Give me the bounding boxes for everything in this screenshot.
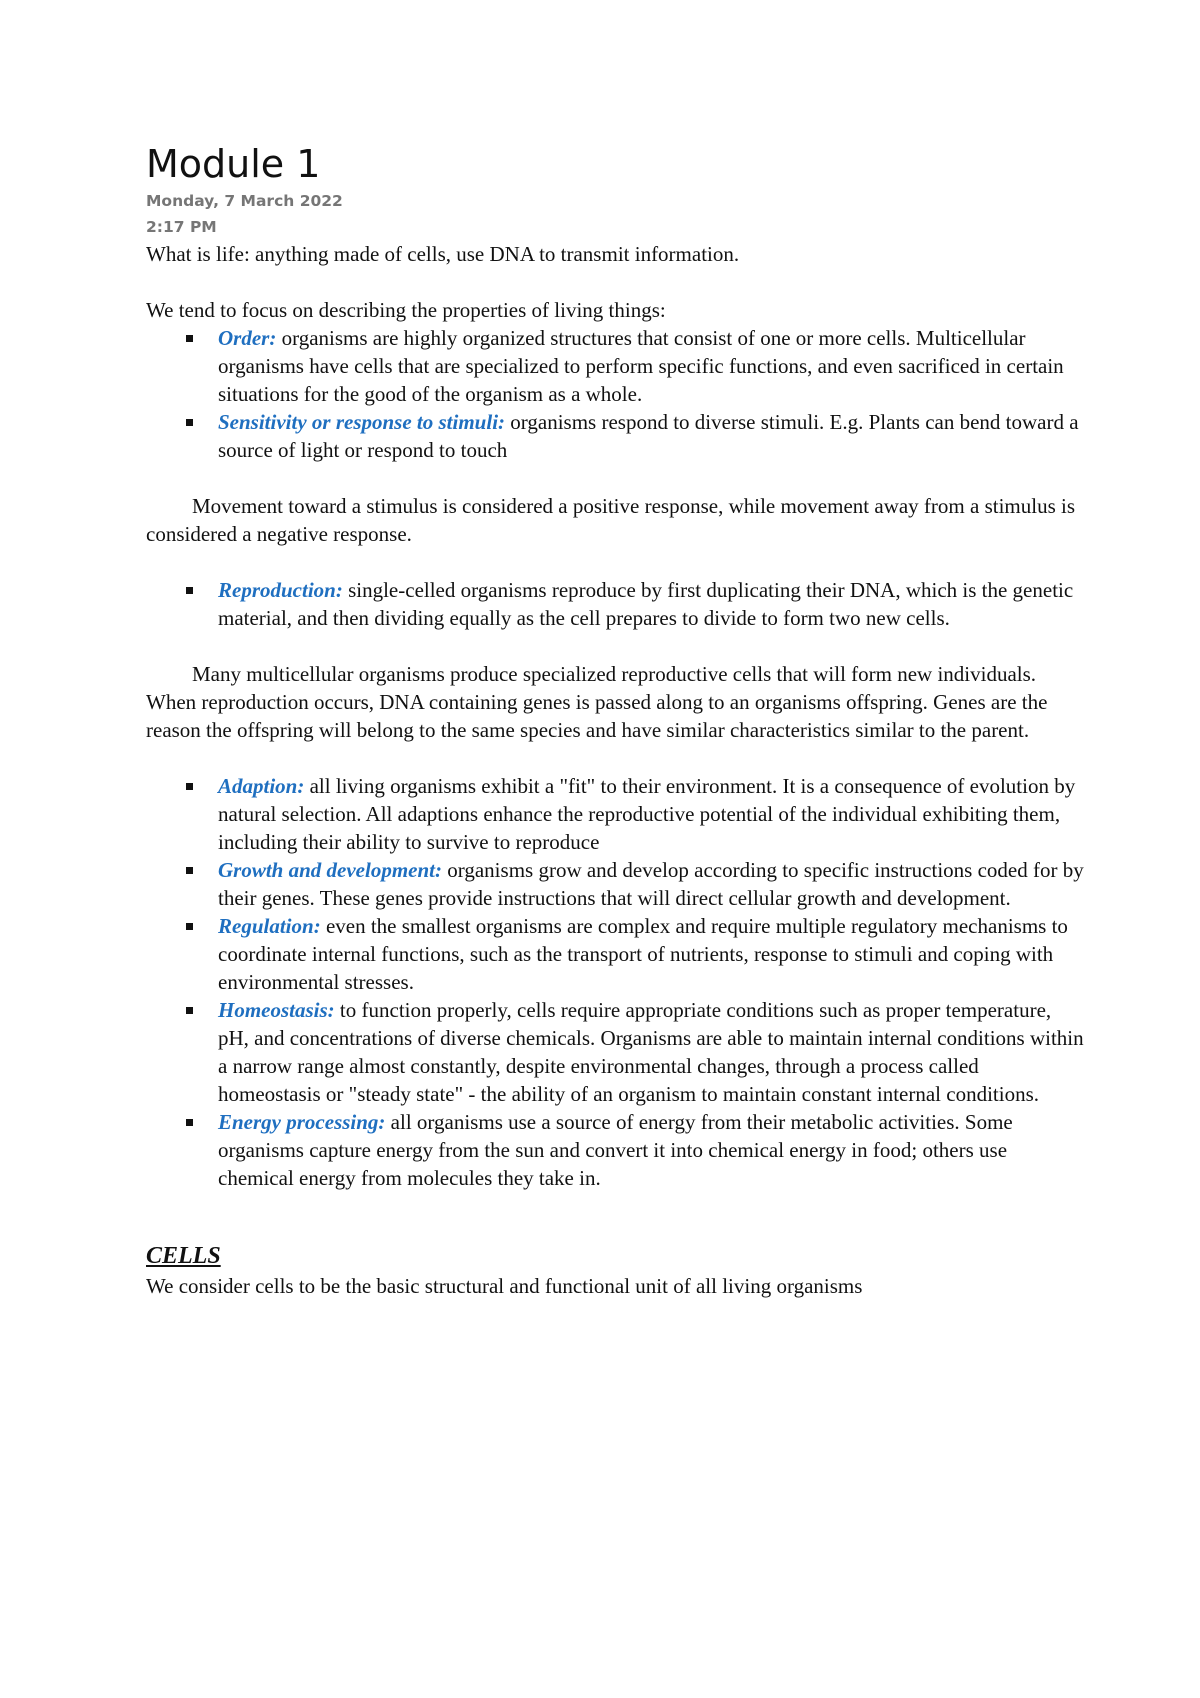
term-label: Order: (218, 326, 277, 350)
square-bullet-icon (186, 1119, 193, 1126)
list-item-reproduction (218, 576, 1086, 632)
list-item-adaption (218, 772, 1086, 856)
square-bullet-icon (186, 923, 193, 930)
square-bullet-icon (186, 1007, 193, 1014)
note-page (146, 140, 1086, 1300)
cells-heading: CELLS (146, 1243, 221, 1269)
term-label: Adaption: (218, 774, 305, 798)
movement-paragraph: Movement toward a stimulus is considered a positive response, while movement away from a stimulus is considered a negative response. (146, 494, 1076, 546)
note-time: 2:17 PM (146, 218, 217, 236)
term-label: Reproduction: (218, 578, 343, 602)
term-label: Growth and development: (218, 858, 442, 882)
term-description: all organisms use a source of energy from their metabolic activities. Some organisms capture energy from the sun and convert it into chemical energy in food; others use chemical energy from molecules they take in. (218, 1110, 1013, 1190)
term-description: to function properly, cells require appropriate conditions such as proper temperature, pH, and concentrations of diverse chemicals. Organisms are able to maintain internal conditions within a narrow range almost constantly, despite environmental changes, through a process called homeostasis or "steady state" - the ability of an organism to maintain constant internal conditions. (218, 998, 1084, 1106)
properties-list-1 (146, 324, 1086, 464)
term-label: Regulation: (218, 914, 321, 938)
term-label: Energy processing: (218, 1110, 386, 1134)
term-description: even the smallest organisms are complex and require multiple regulatory mechanisms to coordinate internal functions, such as the transport of nutrients, response to stimuli and coping with environmental stresses. (218, 914, 1068, 994)
list-item-regulation (218, 912, 1086, 996)
list-item-sensitivity (218, 408, 1086, 464)
properties-intro: We tend to focus on describing the properties of living things: (146, 298, 666, 322)
list-item-energy (218, 1108, 1086, 1192)
square-bullet-icon (186, 335, 193, 342)
intro-text: What is life: anything made of cells, use DNA to transmit information. (146, 242, 740, 266)
term-description: organisms respond to diverse stimuli. E.g. Plants can bend toward a source of light or respond to touch (218, 410, 1079, 462)
reproduction-paragraph: Many multicellular organisms produce specialized reproductive cells that will form new individuals. When reproduction occurs, DNA containing genes is passed along to an organisms offspring. Genes are the reason the offspring will belong to the same species and have similar characteristics similar to the parent. (146, 662, 1048, 742)
properties-list-3 (146, 772, 1086, 1192)
term-description: single-celled organisms reproduce by first duplicating their DNA, which is the genetic material, and then dividing equally as the cell prepares to divide to form two new cells. (218, 578, 1074, 630)
properties-list-2 (146, 576, 1086, 632)
note-date: Monday, 7 March 2022 (146, 192, 343, 210)
page-title: Module 1 (146, 142, 321, 186)
term-description: all living organisms exhibit a "fit" to their environment. It is a consequence of evolution by natural selection. All adaptions enhance the reproductive potential of the individual exhibiting them, including their ability to survive to reproduce (218, 774, 1076, 854)
list-item-order (218, 324, 1086, 408)
list-item-growth (218, 856, 1086, 912)
square-bullet-icon (186, 867, 193, 874)
term-label: Homeostasis: (218, 998, 335, 1022)
cells-text: We consider cells to be the basic structural and functional unit of all living organisms (146, 1274, 863, 1298)
square-bullet-icon (186, 419, 193, 426)
term-label: Sensitivity or response to stimuli: (218, 410, 506, 434)
term-description: organisms grow and develop according to specific instructions coded for by their genes. These genes provide instructions that will direct cellular growth and development. (218, 858, 1084, 910)
list-item-homeostasis (218, 996, 1086, 1108)
square-bullet-icon (186, 587, 193, 594)
term-description: organisms are highly organized structures that consist of one or more cells. Multicellular organisms have cells that are specialized to perform specific functions, and even sacrificed in certain situations for the good of the organism as a whole. (218, 326, 1064, 406)
square-bullet-icon (186, 783, 193, 790)
